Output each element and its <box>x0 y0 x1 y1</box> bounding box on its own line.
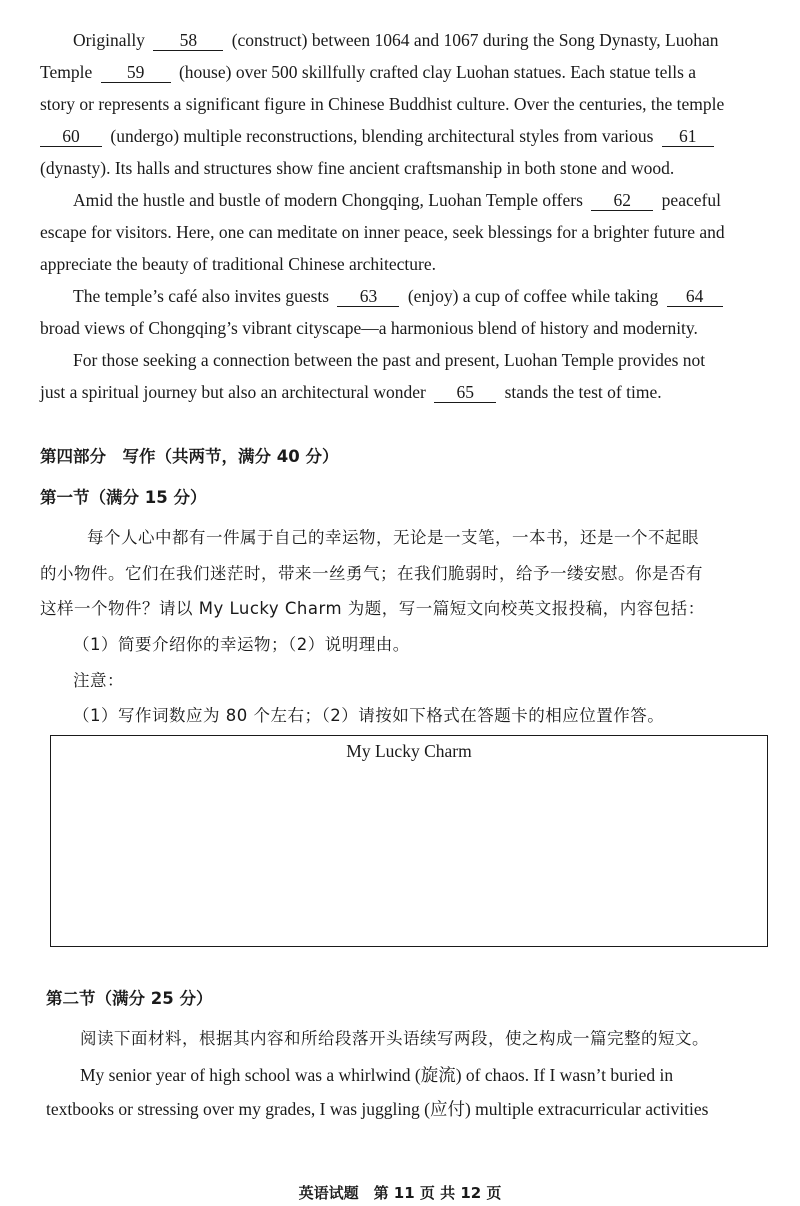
passage-line: (dynasty). Its halls and structures show fine ancient craftsmanship in both stone and wood. <box>40 158 675 178</box>
prompt-line: 每个人心中都有一件属于自己的幸运物，无论是一支笔，一本书，还是一个不起眼 <box>87 528 699 547</box>
blank-59: 59 <box>101 62 171 83</box>
passage-line: Originally 58 (construct) between 1064 and 1067 during the Song Dynasty, Luohan <box>73 30 719 50</box>
answer-box-title: My Lucky Charm <box>346 741 472 761</box>
passage-line: The temple’s café also invites guests 63 (enjoy) a cup of coffee while taking 64 <box>73 285 727 307</box>
passage-line: Temple 59 (house) over 500 skillfully crafted clay Luohan statues. Each statue tells a <box>40 62 697 82</box>
section1-heading: 第一节（满分 15 分） <box>40 488 207 507</box>
blank-60: 60 <box>40 126 102 147</box>
prompt-line: 的小物件。它们在我们迷茫时，带来一丝勇气；在我们脆弱时，给予一缕安慰。你是否有 <box>40 564 703 583</box>
passage-line: textbooks or stressing over my grades, I was juggling (应付) multiple extracurricular activities <box>46 1099 709 1119</box>
prompt-line: （1）写作词数应为 80 个左右；（2）请按如下格式在答题卡的相应位置作答。 <box>73 706 665 725</box>
page-footer: 英语试题 第 11 页 共 12 页 <box>298 1184 502 1202</box>
passage-line: escape for visitors. Here, one can meditate on inner peace, seek blessings for a brighter future and <box>40 222 725 242</box>
blank-63: 63 <box>337 286 399 307</box>
blank-58: 58 <box>153 30 223 51</box>
blank-61: 61 <box>662 126 714 147</box>
section2-heading: 第二节（满分 25 分） <box>46 989 213 1008</box>
passage-line: appreciate the beauty of traditional Chinese architecture. <box>40 254 436 274</box>
note-label: 注意： <box>73 671 124 690</box>
prompt-line: 阅读下面材料，根据其内容和所给段落开头语续写两段，使之构成一篇完整的短文。 <box>80 1029 709 1048</box>
passage-line: 60 (undergo) multiple reconstructions, blending architectural styles from various 61 <box>40 125 718 147</box>
passage-line: Amid the hustle and bustle of modern Chongqing, Luohan Temple offers 62 peaceful <box>73 190 721 210</box>
prompt-line: 这样一个物件？请以 My Lucky Charm 为题，写一篇短文向校英文报投稿，内容包括： <box>40 599 705 618</box>
prompt-line: （1）简要介绍你的幸运物；（2）说明理由。 <box>73 635 410 654</box>
answer-box <box>50 735 768 947</box>
passage-line: My senior year of high school was a whirlwind (旋流) of chaos. If I wasn’t buried in <box>80 1065 674 1085</box>
passage-line: For those seeking a connection between the past and present, Luohan Temple provides not <box>73 350 706 370</box>
passage-line: just a spiritual journey but also an architectural wonder 65 stands the test of time. <box>40 382 662 402</box>
passage-line: broad views of Chongqing’s vibrant cityscape—a harmonious blend of history and modernity. <box>40 318 698 338</box>
blank-65: 65 <box>434 382 496 403</box>
passage-line: story or represents a significant figure in Chinese Buddhist culture. Over the centuries, the temple <box>40 94 725 114</box>
blank-62: 62 <box>591 190 653 211</box>
blank-64: 64 <box>667 286 723 307</box>
part4-heading: 第四部分 写作（共两节，满分 40 分） <box>40 447 339 466</box>
